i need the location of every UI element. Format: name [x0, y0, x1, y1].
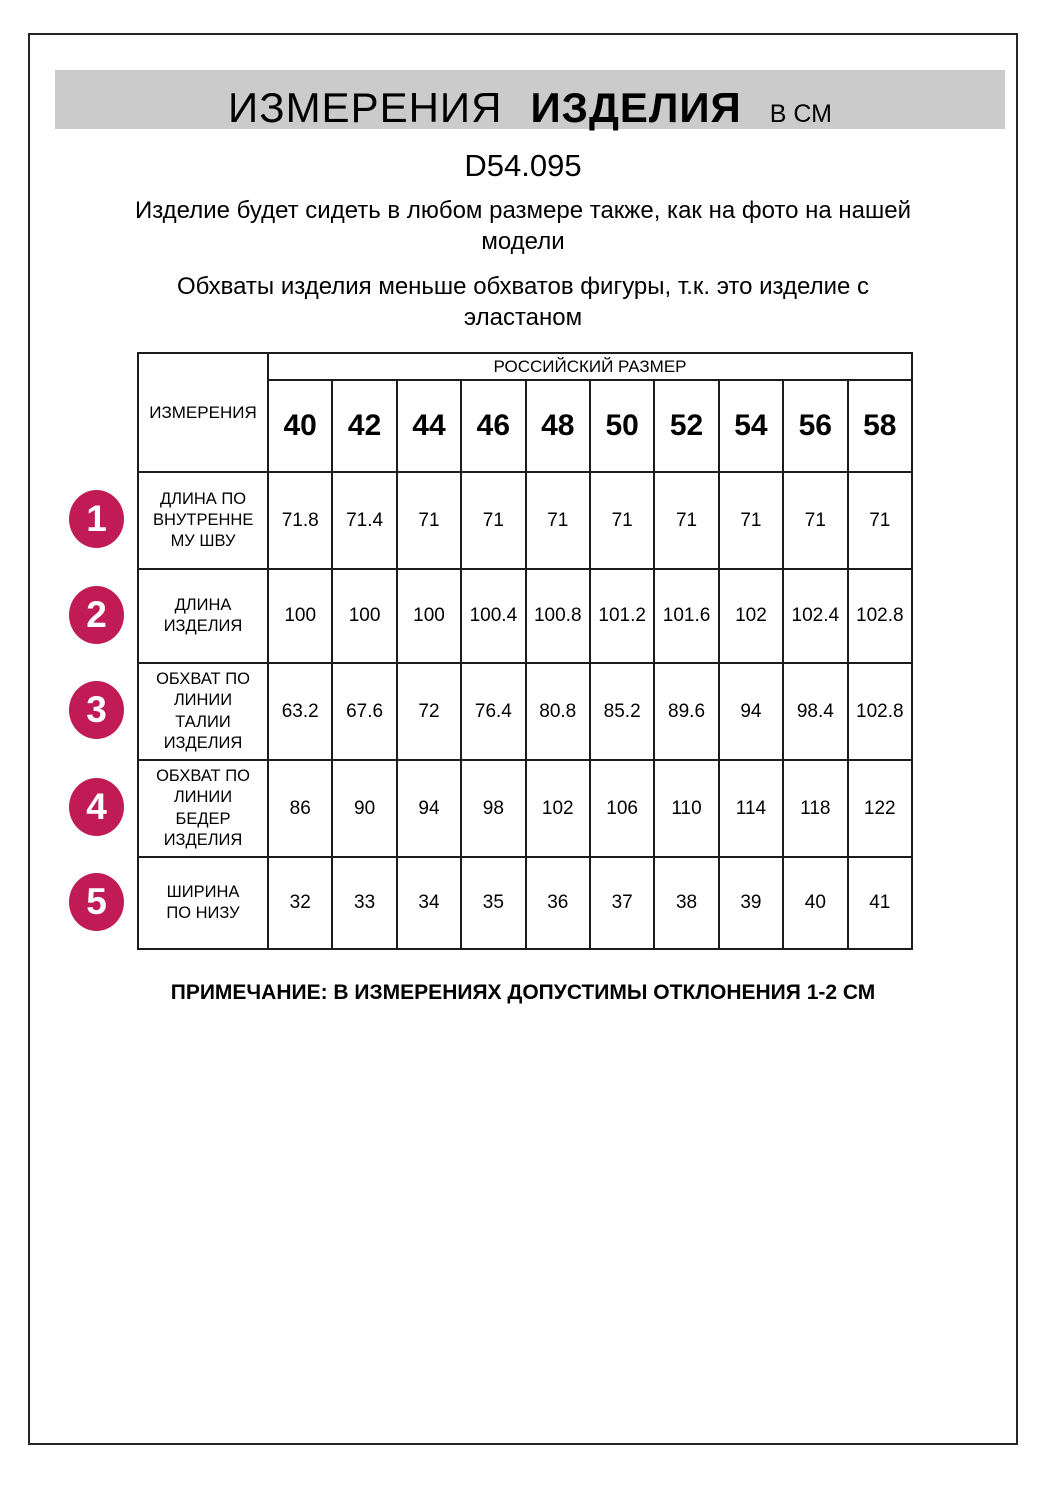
cell: 40 [783, 857, 847, 949]
cell: 102 [526, 760, 590, 857]
cell: 71.8 [268, 472, 332, 569]
cell: 110 [654, 760, 718, 857]
cell: 67.6 [332, 663, 396, 760]
title-word-measurements: ИЗМЕРЕНИЯ [228, 84, 503, 131]
cell: 72 [397, 663, 461, 760]
cell: 101.2 [590, 569, 654, 663]
size-col-header: 56 [783, 380, 847, 472]
fit-note: Изделие будет сидеть в любом размере также, как на фото на нашей модели [134, 197, 912, 255]
table-row [138, 760, 912, 857]
elastane-note: Обхваты изделия меньше обхватов фигуры, т.к. это изделие с эластаном [176, 273, 870, 331]
table-row [138, 569, 912, 663]
size-col-header: 46 [461, 380, 525, 472]
cell: 71 [526, 472, 590, 569]
cell: 102.4 [783, 569, 847, 663]
size-col-header: 44 [397, 380, 461, 472]
cell: 100.8 [526, 569, 590, 663]
row-number-badge: 2 [69, 586, 124, 644]
cell: 85.2 [590, 663, 654, 760]
cell: 71 [397, 472, 461, 569]
cell: 33 [332, 857, 396, 949]
cell: 98 [461, 760, 525, 857]
row-label: ДЛИНА ИЗДЕЛИЯ [163, 595, 243, 635]
cell: 39 [719, 857, 783, 949]
size-col-header: 52 [654, 380, 718, 472]
cell: 90 [332, 760, 396, 857]
cell: 122 [848, 760, 913, 857]
cell: 71 [590, 472, 654, 569]
russian-size-header: РОССИЙСКИЙ РАЗМЕР [268, 353, 912, 380]
size-col-header: 54 [719, 380, 783, 472]
cell: 71 [654, 472, 718, 569]
row-number-badge: 4 [69, 778, 124, 836]
cell: 41 [848, 857, 913, 949]
cell: 32 [268, 857, 332, 949]
row-number-badge: 5 [69, 873, 124, 931]
cell: 86 [268, 760, 332, 857]
cell: 98.4 [783, 663, 847, 760]
cell: 80.8 [526, 663, 590, 760]
cell: 71.4 [332, 472, 396, 569]
row-label: ДЛИНА ПО ВНУТРЕННЕ МУ ШВУ [153, 489, 254, 551]
cell: 71 [848, 472, 913, 569]
page-title [228, 78, 832, 144]
cell: 89.6 [654, 663, 718, 760]
tolerance-note: ПРИМЕЧАНИЕ: В ИЗМЕРЕНИЯХ ДОПУСТИМЫ ОТКЛОНЕНИЯ 1-2 СМ [170, 981, 876, 1004]
row-label: ШИРИНА ПО НИЗУ [166, 882, 240, 922]
row-label: ОБХВАТ ПО ЛИНИИ БЕДЕР ИЗДЕЛИЯ [156, 767, 250, 849]
measurements-corner-header: ИЗМЕРЕНИЯ [138, 353, 268, 472]
size-col-header: 40 [268, 380, 332, 472]
title-units-suffix: В СМ [769, 100, 832, 128]
cell: 34 [397, 857, 461, 949]
table-row [138, 857, 912, 949]
cell: 71 [783, 472, 847, 569]
cell: 102.8 [848, 663, 913, 760]
cell: 102 [719, 569, 783, 663]
model-code: D54.095 [464, 148, 582, 183]
size-table [137, 352, 913, 950]
title-word-product: ИЗДЕЛИЯ [530, 84, 742, 131]
title-bar [55, 70, 1005, 129]
cell: 114 [719, 760, 783, 857]
cell: 106 [590, 760, 654, 857]
row-number-badge: 3 [69, 681, 124, 739]
cell: 100.4 [461, 569, 525, 663]
cell: 101.6 [654, 569, 718, 663]
cell: 37 [590, 857, 654, 949]
size-col-header: 58 [848, 380, 913, 472]
cell: 100 [268, 569, 332, 663]
cell: 102.8 [848, 569, 913, 663]
row-number-badge: 1 [69, 490, 124, 548]
cell: 118 [783, 760, 847, 857]
table-row [138, 472, 912, 569]
cell: 71 [719, 472, 783, 569]
cell: 38 [654, 857, 718, 949]
cell: 35 [461, 857, 525, 949]
size-group-row [138, 353, 912, 380]
table-row [138, 663, 912, 760]
size-col-header: 42 [332, 380, 396, 472]
size-col-header: 50 [590, 380, 654, 472]
cell: 63.2 [268, 663, 332, 760]
cell: 71 [461, 472, 525, 569]
cell: 100 [332, 569, 396, 663]
cell: 36 [526, 857, 590, 949]
row-label: ОБХВАТ ПО ЛИНИИ ТАЛИИ ИЗДЕЛИЯ [156, 670, 250, 752]
cell: 76.4 [461, 663, 525, 760]
cell: 100 [397, 569, 461, 663]
size-col-header: 48 [526, 380, 590, 472]
cell: 94 [397, 760, 461, 857]
cell: 94 [719, 663, 783, 760]
